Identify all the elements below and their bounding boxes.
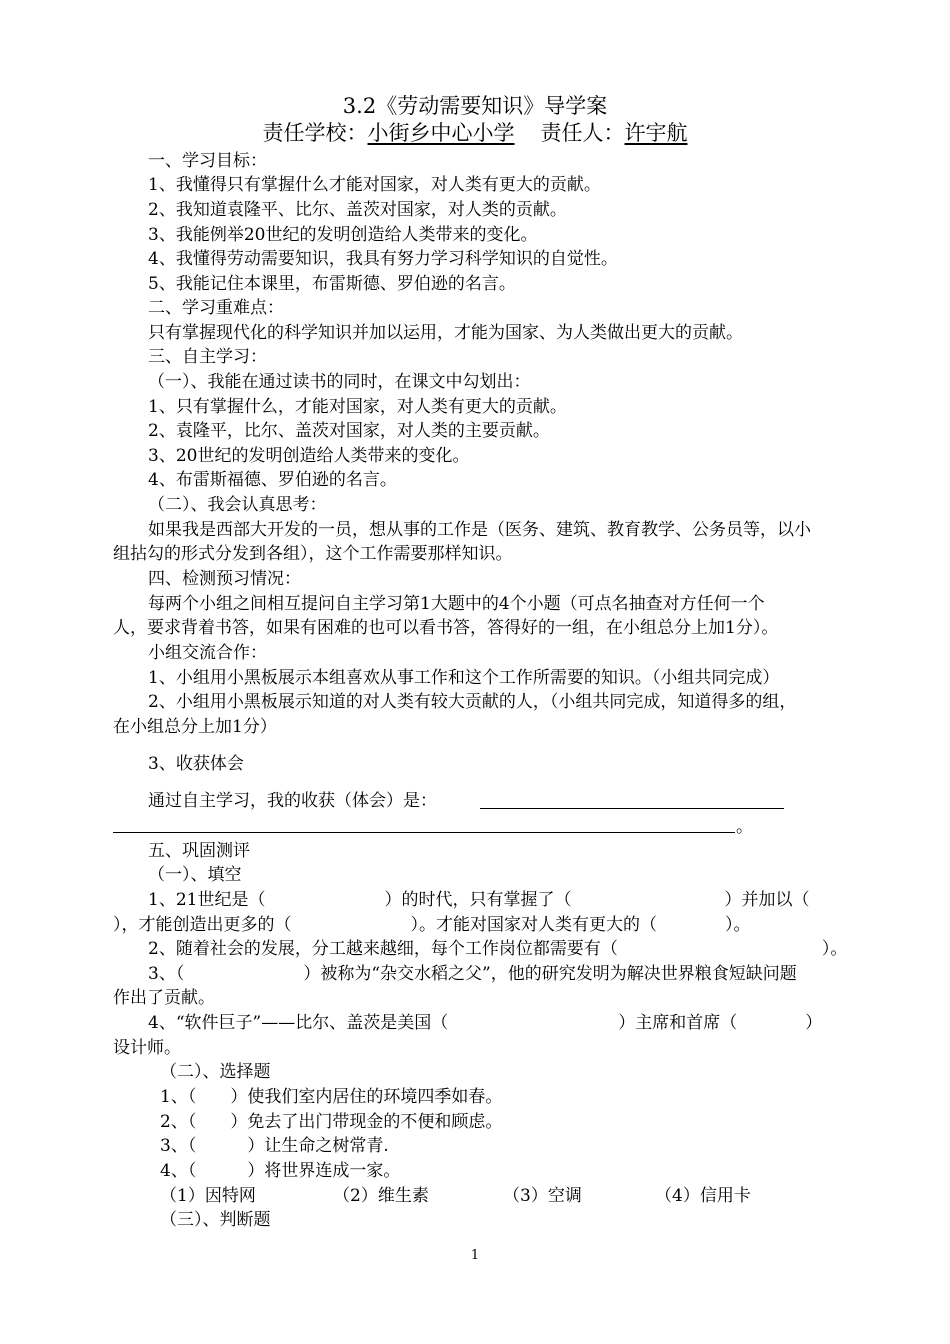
person-label: 责任人： [540, 121, 625, 145]
study-item: 1、只有掌握什么，才能对国家，对人类有更大的贡献。 [148, 397, 567, 417]
fill-question: ），才能创造出更多的（ ）。才能对国家对人类有更大的（ ）。 [113, 915, 751, 935]
doc-subtitle [0, 120, 950, 146]
goal-item: 4、我懂得劳动需要知识，我具有努力学习科学知识的自觉性。 [148, 249, 618, 269]
paragraph: 组拈勾的形式分发到各组），这个工作需要那样知识。 [113, 544, 513, 564]
paragraph: 1、小组用小黑板展示本组喜欢从事工作和这个工作所需要的知识。（小组共同完成） [148, 668, 780, 688]
fill-question: 设计师。 [113, 1038, 181, 1058]
section-heading: 二、学习重难点： [148, 298, 284, 318]
section-heading: 三、自主学习： [148, 347, 267, 367]
choice-option: （1）因特网 [160, 1186, 256, 1206]
punctuation: 。 [736, 817, 753, 837]
doc-title: 3.2《劳动需要知识》导学案 [342, 94, 608, 118]
school-label: 责任学校： [262, 121, 368, 145]
choice-question: 1、（ ）使我们室内居住的环境四季如春。 [160, 1087, 503, 1107]
answer-line[interactable] [113, 832, 735, 833]
goal-item: 5、我能记住本课里，布雷斯德、罗伯逊的名言。 [148, 274, 516, 294]
paragraph: 每两个小组之间相互提问自主学习第1大题中的4个小题（可点名抽查对方任何一个 [148, 594, 765, 614]
subsection-heading: （一）、我能在通过读书的同时，在课文中勾划出： [148, 372, 531, 392]
fill-question: 1、21世纪是（ ）的时代，只有掌握了（ ）并加以（ [148, 890, 810, 910]
subsection-heading: （二）、选择题 [160, 1062, 271, 1082]
goal-item: 2、我知道袁隆平、比尔、盖茨对国家，对人类的贡献。 [148, 200, 567, 220]
paragraph: 2、小组用小黑板展示知道的对人类有较大贡献的人，（小组共同完成，知道得多的组， [148, 692, 797, 712]
subsection-heading: （一）、填空 [148, 865, 242, 885]
choice-question: 4、（ ）将世界连成一家。 [160, 1161, 401, 1181]
choice-option: （3）空调 [503, 1186, 582, 1206]
paragraph: 人，要求背着书答，如果有困难的也可以看书答，答得好的一组，在小组总分上加1分）。 [113, 618, 779, 638]
study-item: 3、20世纪的发明创造给人类带来的变化。 [148, 446, 470, 466]
study-item: 2、袁隆平，比尔、盖茨对国家，对人类的主要贡献。 [148, 421, 550, 441]
subsection-heading: 小组交流合作： [148, 643, 267, 663]
subsection-heading: （二）、我会认真思考： [148, 495, 327, 515]
goal-item: 3、我能例举20世纪的发明创造给人类带来的变化。 [148, 225, 538, 245]
choice-question: 2、（ ）免去了出门带现金的不便和顾虑。 [160, 1112, 503, 1132]
study-item: 4、布雷斯福德、罗伯逊的名言。 [148, 470, 397, 490]
fill-question: 3、（ ）被称为“杂交水稻之父”，他的研究发明为解决世界粮食短缺问题 [148, 964, 797, 984]
goal-item: 1、我懂得只有掌握什么才能对国家，对人类有更大的贡献。 [148, 175, 601, 195]
answer-line[interactable] [480, 808, 784, 809]
choice-question: 3、（ ）让生命之树常青. [160, 1136, 389, 1156]
section-heading: 一、学习目标： [148, 151, 267, 171]
subsection-heading: （三）、判断题 [160, 1210, 271, 1230]
fill-question: 4、“软件巨子”——比尔、盖茨是美国（ ）主席和首席（ ） [148, 1013, 823, 1033]
fill-question: 作出了贡献。 [113, 988, 215, 1008]
section-heading: 五、巩固测评 [148, 841, 250, 861]
paragraph: 只有掌握现代化的科学知识并加以运用，才能为国家、为人类做出更大的贡献。 [148, 323, 743, 343]
fill-question: 2、随着社会的发展，分工越来越细，每个工作岗位都需要有（ ）。 [148, 939, 848, 959]
paragraph: 3、收获体会 [148, 754, 244, 774]
section-heading: 四、检测预习情况： [148, 569, 301, 589]
paragraph: 在小组总分上加1分） [113, 717, 277, 737]
page-number: 1 [470, 1248, 480, 1263]
choice-option: （2）维生素 [333, 1186, 429, 1206]
choice-option: （4）信用卡 [655, 1186, 751, 1206]
person-name: 许宇航 [624, 121, 688, 145]
school-name: 小街乡中心小学 [367, 121, 515, 145]
paragraph: 如果我是西部大开发的一员，想从事的工作是（医务、建筑、教育教学、公务员等，以小 [148, 520, 811, 540]
harvest-prompt: 通过自主学习，我的收获（体会）是： [148, 791, 437, 811]
